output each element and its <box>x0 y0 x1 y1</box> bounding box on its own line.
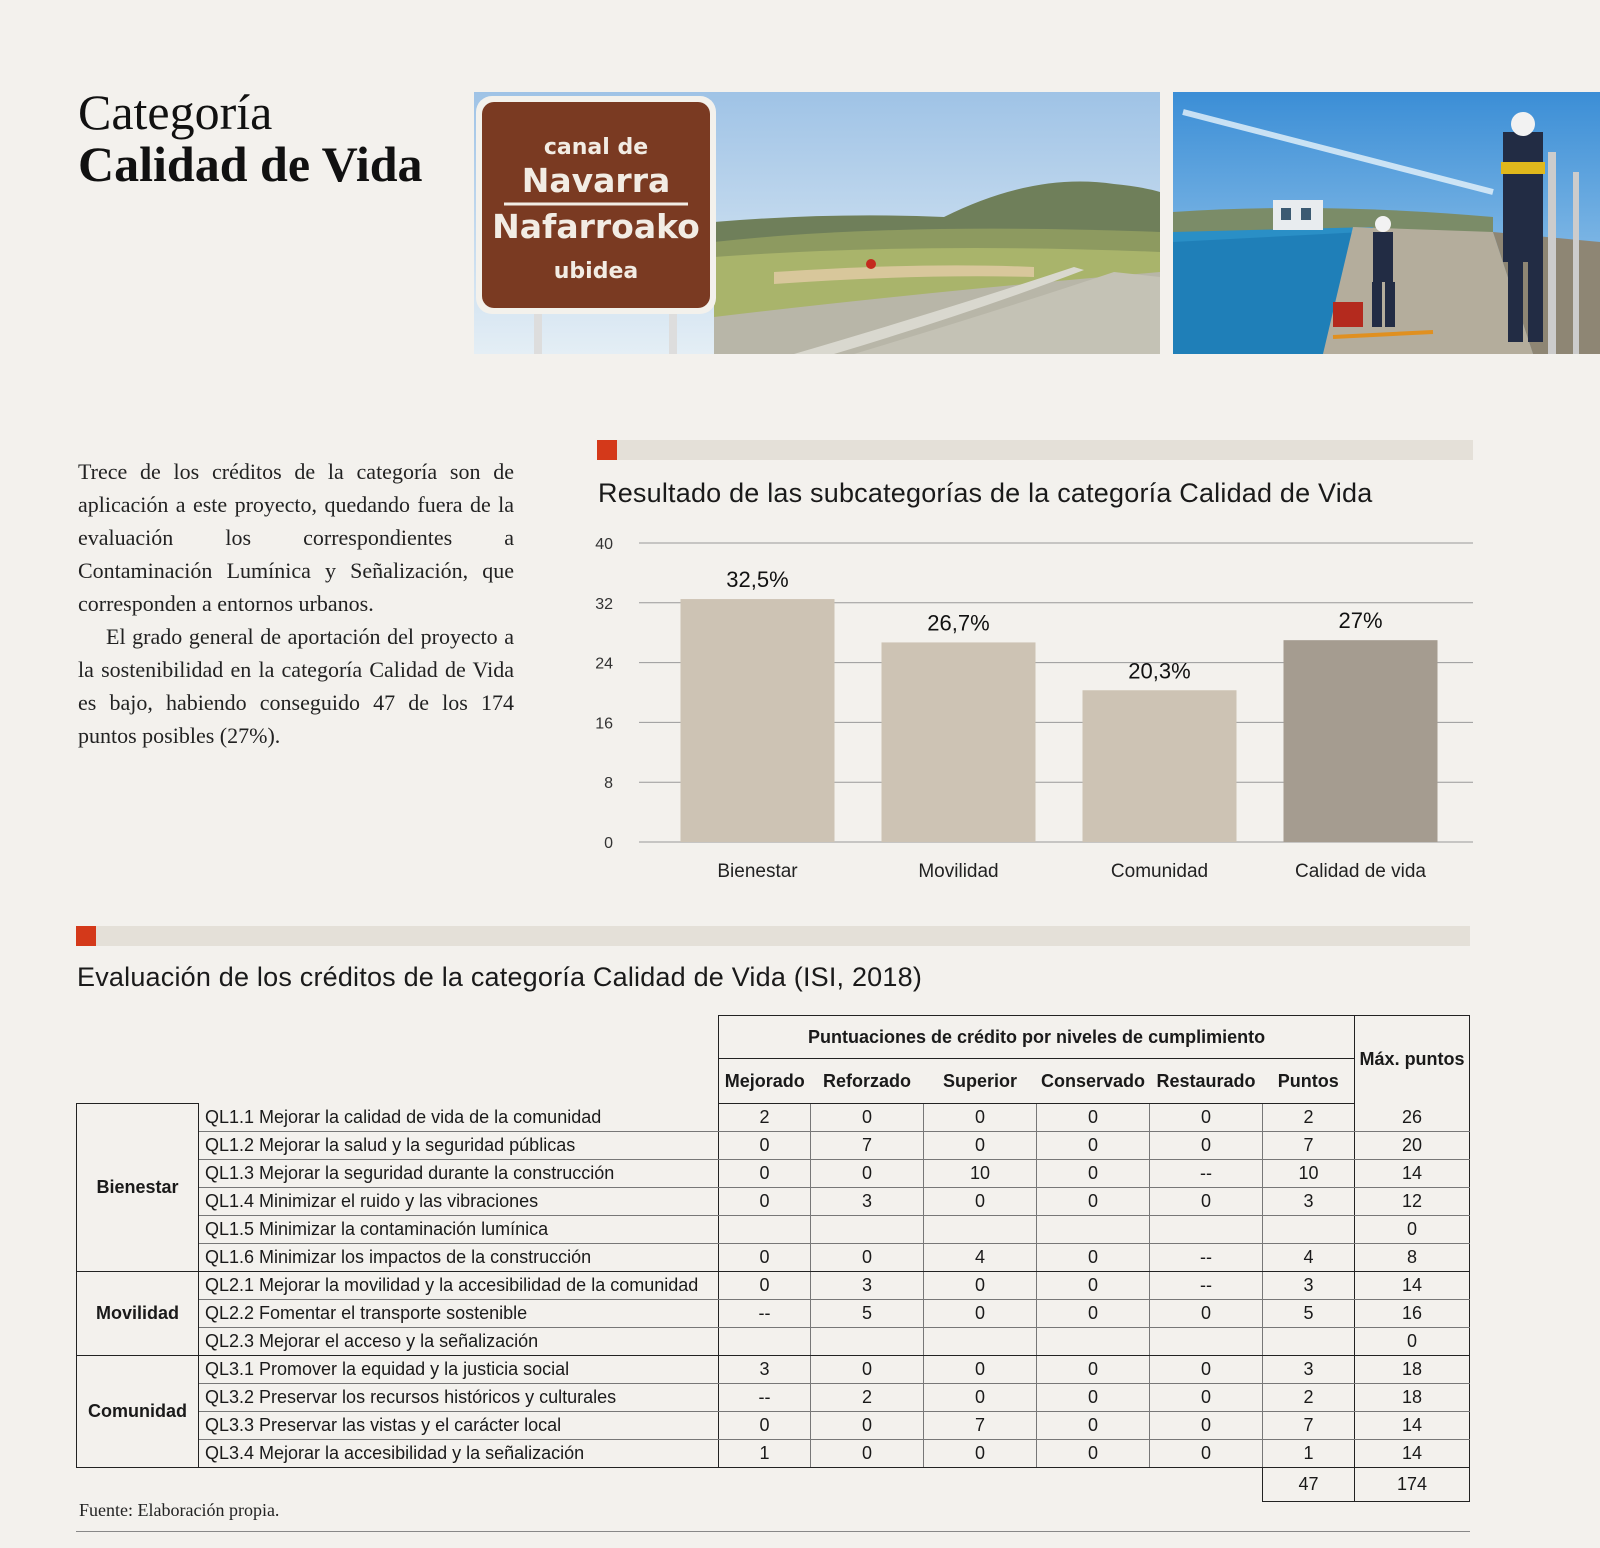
credit-name: QL2.2 Fomentar el transporte sostenible <box>199 1300 719 1328</box>
x-category-label: Movilidad <box>918 861 999 882</box>
score-cell: 1 <box>719 1440 811 1468</box>
score-cell: 2 <box>1263 1384 1355 1412</box>
score-cell: 0 <box>1037 1300 1150 1328</box>
score-cell: 7 <box>1263 1412 1355 1440</box>
intro-paragraph-2: El grado general de aportación del proyecto a la sostenibilidad en la categoría Calidad de Vida es bajo, habiendo conseguido 47 de los 174 puntos posibles (27%). <box>78 624 514 748</box>
score-cell <box>1263 1328 1355 1356</box>
score-cell: 0 <box>719 1160 811 1188</box>
score-cell: 7 <box>924 1412 1037 1440</box>
title-line-1: Categoría <box>78 84 273 140</box>
table-row <box>77 1328 1470 1356</box>
score-cell: 5 <box>1263 1300 1355 1328</box>
credits-table <box>76 1015 1470 1502</box>
bottom-rule <box>76 1531 1470 1532</box>
score-cell <box>719 1328 811 1356</box>
max-header: Máx. puntos <box>1355 1016 1470 1104</box>
col-header-superior: Superior <box>924 1059 1037 1104</box>
table-row <box>77 1216 1470 1244</box>
score-cell <box>1263 1216 1355 1244</box>
table-row <box>77 1412 1470 1440</box>
group-label: Comunidad <box>77 1356 199 1468</box>
score-cell: 7 <box>1263 1132 1355 1160</box>
section-marker <box>76 926 96 946</box>
credit-name: QL1.1 Mejorar la calidad de vida de la comunidad <box>199 1104 719 1132</box>
score-cell: -- <box>719 1384 811 1412</box>
score-cell: 3 <box>1263 1188 1355 1216</box>
score-cell: 3 <box>811 1188 924 1216</box>
y-tick-label: 16 <box>595 715 613 733</box>
chart-section-bar <box>597 440 1473 460</box>
score-cell: 0 <box>1150 1132 1263 1160</box>
score-cell: 3 <box>1263 1356 1355 1384</box>
y-tick-label: 0 <box>604 835 613 852</box>
bar-data-label: 27% <box>1338 608 1383 634</box>
score-cell: 0 <box>811 1440 924 1468</box>
intro-text <box>78 455 514 752</box>
max-cell: 8 <box>1355 1244 1470 1272</box>
score-cell: 0 <box>924 1132 1037 1160</box>
score-cell: 0 <box>1150 1384 1263 1412</box>
credit-name: QL3.4 Mejorar la accesibilidad y la señalización <box>199 1440 719 1468</box>
sign-text-3: Nafarroako <box>492 207 700 246</box>
max-cell: 20 <box>1355 1132 1470 1160</box>
score-cell: 0 <box>1037 1356 1150 1384</box>
score-cell: 0 <box>811 1160 924 1188</box>
score-cell: 0 <box>719 1188 811 1216</box>
bar-data-label: 26,7% <box>927 610 990 636</box>
score-cell: 0 <box>1150 1356 1263 1384</box>
score-cell: 0 <box>924 1384 1037 1412</box>
group-label: Bienestar <box>77 1104 199 1272</box>
max-cell: 12 <box>1355 1188 1470 1216</box>
score-cell: 0 <box>1037 1160 1150 1188</box>
score-cell: 3 <box>1263 1272 1355 1300</box>
total-points: 47 <box>1263 1468 1355 1502</box>
score-cell <box>1150 1216 1263 1244</box>
credit-name: QL3.3 Preservar las vistas y el carácter local <box>199 1412 719 1440</box>
y-tick-label: 24 <box>595 655 613 673</box>
score-cell: 0 <box>719 1244 811 1272</box>
y-tick-label: 8 <box>604 775 613 793</box>
credit-name: QL2.3 Mejorar el acceso y la señalización <box>199 1328 719 1356</box>
score-cell <box>924 1216 1037 1244</box>
source-note: Fuente: Elaboración propia. <box>79 1500 280 1520</box>
score-cell <box>1037 1328 1150 1356</box>
score-cell <box>1150 1328 1263 1356</box>
table-row <box>77 1188 1470 1216</box>
table-row <box>77 1300 1470 1328</box>
group-header: Puntuaciones de crédito por niveles de cumplimiento <box>719 1016 1355 1059</box>
score-cell: 0 <box>924 1356 1037 1384</box>
credit-name: QL3.1 Promover la equidad y la justicia social <box>199 1356 719 1384</box>
col-header-reforzado: Reforzado <box>811 1059 924 1104</box>
score-cell: 2 <box>719 1104 811 1132</box>
score-cell: -- <box>1150 1160 1263 1188</box>
score-cell: 0 <box>811 1412 924 1440</box>
bar-comunidad <box>1083 690 1237 842</box>
table-row <box>77 1244 1470 1272</box>
max-cell: 14 <box>1355 1412 1470 1440</box>
table-row <box>77 1104 1470 1132</box>
score-cell: 0 <box>811 1104 924 1132</box>
credit-name: QL1.5 Minimizar la contaminación lumínica <box>199 1216 719 1244</box>
chart-title: Resultado de las subcategorías de la categoría Calidad de Vida <box>598 478 1373 508</box>
credit-name: QL1.3 Mejorar la seguridad durante la construcción <box>199 1160 719 1188</box>
x-category-label: Bienestar <box>717 861 798 882</box>
score-cell: 0 <box>1037 1244 1150 1272</box>
table-row <box>77 1272 1470 1300</box>
table-row <box>77 1132 1470 1160</box>
score-cell: 3 <box>811 1272 924 1300</box>
table-row <box>77 1356 1470 1384</box>
max-cell: 0 <box>1355 1328 1470 1356</box>
score-cell: 0 <box>1037 1272 1150 1300</box>
intro-paragraph-1: Trece de los créditos de la categoría son de aplicación a este proyecto, quedando fuera de la evaluación los correspondientes a Contaminación Lumínica y Señalización, que corresponden a entornos urbanos. <box>78 459 514 616</box>
score-cell: 0 <box>1150 1440 1263 1468</box>
max-cell: 18 <box>1355 1384 1470 1412</box>
y-tick-label: 40 <box>595 536 613 553</box>
bar-bienestar <box>681 599 835 842</box>
max-cell: 14 <box>1355 1272 1470 1300</box>
score-cell: -- <box>1150 1272 1263 1300</box>
score-cell: 0 <box>924 1272 1037 1300</box>
sign-text-2: Navarra <box>521 161 671 200</box>
credit-name: QL1.4 Minimizar el ruido y las vibraciones <box>199 1188 719 1216</box>
table-section-bar <box>76 926 1470 946</box>
score-cell: 1 <box>1263 1440 1355 1468</box>
score-cell: 0 <box>1037 1384 1150 1412</box>
page-title <box>78 86 423 190</box>
max-cell: 16 <box>1355 1300 1470 1328</box>
max-cell: 26 <box>1355 1104 1470 1132</box>
score-cell <box>924 1328 1037 1356</box>
score-cell: 0 <box>1150 1412 1263 1440</box>
table-row <box>77 1160 1470 1188</box>
score-cell <box>811 1328 924 1356</box>
credit-name: QL1.2 Mejorar la salud y la seguridad públicas <box>199 1132 719 1160</box>
score-cell: 0 <box>811 1356 924 1384</box>
y-tick-label: 32 <box>595 595 613 613</box>
score-cell: 0 <box>811 1244 924 1272</box>
score-cell: 2 <box>811 1384 924 1412</box>
score-cell: 4 <box>1263 1244 1355 1272</box>
credit-name: QL3.2 Preservar los recursos históricos y culturales <box>199 1384 719 1412</box>
max-cell: 0 <box>1355 1216 1470 1244</box>
score-cell: 0 <box>1037 1132 1150 1160</box>
score-cell: 0 <box>1037 1104 1150 1132</box>
score-cell: 0 <box>1150 1188 1263 1216</box>
score-cell: 0 <box>924 1188 1037 1216</box>
bar-data-label: 32,5% <box>726 567 789 593</box>
max-cell: 18 <box>1355 1356 1470 1384</box>
score-cell: 0 <box>719 1132 811 1160</box>
score-cell: 7 <box>811 1132 924 1160</box>
score-cell: 0 <box>719 1272 811 1300</box>
bar-data-label: 20,3% <box>1128 658 1191 684</box>
table-row <box>77 1440 1470 1468</box>
score-cell: 0 <box>924 1300 1037 1328</box>
score-cell: 0 <box>1037 1440 1150 1468</box>
col-header-conservado: Conservado <box>1037 1059 1150 1104</box>
score-cell: -- <box>719 1300 811 1328</box>
score-cell: 10 <box>1263 1160 1355 1188</box>
score-cell: 0 <box>1150 1104 1263 1132</box>
col-header-mejorado: Mejorado <box>719 1059 811 1104</box>
score-cell: 0 <box>924 1440 1037 1468</box>
score-cell: 0 <box>1037 1188 1150 1216</box>
sign-text-4: ubidea <box>553 259 639 284</box>
photo-canal-workers <box>1173 92 1600 354</box>
bar-calidad-de-vida <box>1284 640 1438 842</box>
score-cell: 0 <box>924 1104 1037 1132</box>
score-cell: 10 <box>924 1160 1037 1188</box>
x-category-label: Comunidad <box>1110 861 1209 882</box>
group-label: Movilidad <box>77 1272 199 1356</box>
subcategory-bar-chart <box>597 530 1477 900</box>
bar-movilidad <box>882 642 1036 842</box>
total-max: 174 <box>1355 1468 1470 1502</box>
score-cell: 4 <box>924 1244 1037 1272</box>
score-cell: 2 <box>1263 1104 1355 1132</box>
score-cell: 0 <box>719 1412 811 1440</box>
score-cell <box>1037 1216 1150 1244</box>
section-marker <box>597 440 617 460</box>
score-cell: 3 <box>719 1356 811 1384</box>
score-cell <box>811 1216 924 1244</box>
score-cell: -- <box>1150 1244 1263 1272</box>
credit-name: QL1.6 Minimizar los impactos de la construcción <box>199 1244 719 1272</box>
table-row <box>77 1384 1470 1412</box>
x-category-label: Calidad de vida <box>1295 861 1426 882</box>
score-cell: 0 <box>1150 1300 1263 1328</box>
table-title: Evaluación de los créditos de la categoría Calidad de Vida (ISI, 2018) <box>77 962 923 992</box>
max-cell: 14 <box>1355 1160 1470 1188</box>
photo-canal-sign <box>474 92 1160 354</box>
col-header-restaurado: Restaurado <box>1150 1059 1263 1104</box>
score-cell: 0 <box>1037 1412 1150 1440</box>
max-cell: 14 <box>1355 1440 1470 1468</box>
credit-name: QL2.1 Mejorar la movilidad y la accesibilidad de la comunidad <box>199 1272 719 1300</box>
score-cell: 5 <box>811 1300 924 1328</box>
col-header-puntos: Puntos <box>1263 1059 1355 1104</box>
title-line-2: Calidad de Vida <box>78 136 423 192</box>
score-cell <box>719 1216 811 1244</box>
sign-text-1: canal de <box>543 135 649 160</box>
